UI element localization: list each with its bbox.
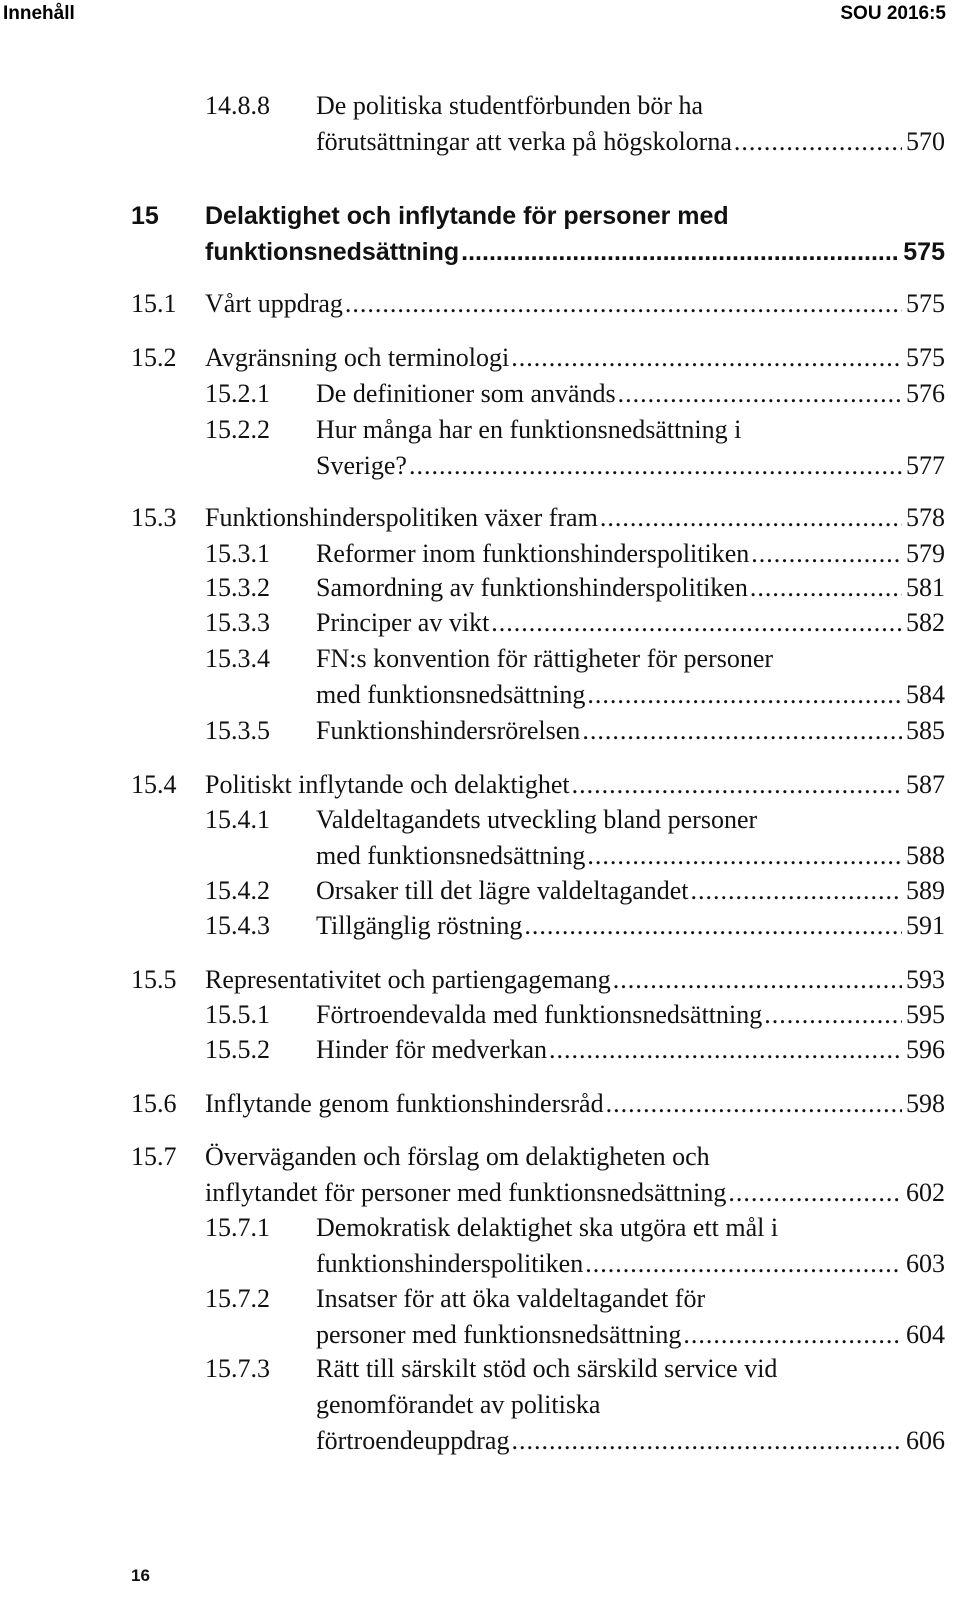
toc-entry-page: 579 [906,539,945,568]
toc-entry-title-line: förutsättningar att verka på högskolorna [316,127,732,156]
toc-entry-title-line: Funktionshindersrörelsen [316,716,581,745]
toc-entry-number: 15.3 [131,503,177,532]
toc-entry-page: 604 [906,1320,945,1349]
toc-entry-page: 576 [906,379,945,408]
toc-entry-number: 15.5.2 [205,1035,270,1064]
toc-entry[interactable] [131,767,945,803]
toc-entry-page: 588 [906,841,945,870]
toc-entry-number: 15.3.2 [205,573,270,602]
toc-entry[interactable] [205,997,945,1033]
toc-entry[interactable] [205,641,945,713]
toc-entry[interactable] [205,713,945,749]
dot-leader [728,1175,902,1211]
toc-entry[interactable] [205,88,945,160]
running-header-report-id: SOU 2016:5 [840,3,946,24]
toc-entry-title-line: Orsaker till det lägre valdeltagandet [316,876,689,905]
toc-entry-page: 582 [906,608,945,637]
toc-entry-title-line: Hinder för medverkan [316,1035,548,1064]
toc-entry[interactable] [131,340,945,376]
toc-entry[interactable] [131,286,945,322]
toc-entry-number: 15 [131,202,159,230]
toc-entry-number: 15.2.2 [205,415,270,444]
toc-entry-page: 570 [906,127,945,156]
toc-entry-title-line: med funktionsnedsättning [316,841,586,870]
toc-entry[interactable] [205,1281,945,1353]
toc-entry-title-line: Tillgänglig röstning [316,911,523,940]
toc-entry-title-line: Sverige? [316,451,407,480]
toc-entry-title-line: Funktionshinderspolitiken växer fram [205,503,598,532]
toc-entry-title-line: De politiska studentförbunden bör ha [316,91,704,120]
toc-entry-number: 15.3.1 [205,539,270,568]
toc-entry[interactable] [205,570,945,606]
dot-leader [345,286,902,322]
toc-entry-number: 15.4.3 [205,911,270,940]
toc-entry[interactable] [205,802,945,874]
running-header-section: Innehåll [3,3,75,24]
toc-entry-number: 15.1 [131,289,177,318]
toc-entry-number: 15.5.1 [205,1000,270,1029]
toc-entry-title-line: Valdeltagandets utveckling bland personer [316,805,758,834]
toc-entry-page: 595 [906,1000,945,1029]
toc-entry-title-line: Politiskt inflytande och delaktighet [205,770,570,799]
toc-entry-page: 603 [906,1249,945,1278]
toc-entry-title-line: personer med funktionsnedsättning [316,1320,682,1349]
toc-entry-title-line: Förtroendevalda med funktionsnedsättning [316,1000,763,1029]
toc-entry-number: 15.7.3 [205,1354,270,1383]
toc-entry-title-line: Reformer inom funktionshinderspolitiken [316,539,750,568]
toc-entry-title-line: Avgränsning och terminologi [205,343,510,372]
toc-entry-page: 575 [906,289,945,318]
toc-entry[interactable] [205,605,945,641]
toc-entry-page: 581 [906,573,945,602]
toc-entry-title-line: funktionshinderspolitiken [316,1249,584,1278]
toc-entry-title-line: Rätt till särskilt stöd och särskild service vid [316,1354,778,1383]
toc-entry-number: 15.4 [131,770,177,799]
dot-leader [750,570,902,606]
dot-leader [618,376,902,412]
dot-leader [600,500,902,536]
toc-entry[interactable] [131,500,945,536]
dot-leader [409,448,902,484]
toc-entry-number: 14.8.8 [205,91,270,120]
toc-entry[interactable] [131,198,945,270]
toc-entry-number: 15.7.2 [205,1284,270,1313]
toc-entry[interactable] [205,908,945,944]
toc-entry-title-line: Principer av vikt [316,608,490,637]
toc-entry-page: 584 [906,680,945,709]
dot-leader [582,713,902,749]
toc-entry-title-line: Representativitet och partiengagemang [205,965,611,994]
toc-entry-page: 606 [906,1426,945,1455]
toc-entry[interactable] [205,1351,945,1459]
dot-leader [734,124,902,160]
toc-entry-page: 602 [906,1178,945,1207]
toc-entry[interactable] [205,536,945,572]
dot-leader [585,1246,902,1282]
dot-leader [613,962,902,998]
toc-entry-page: 589 [906,876,945,905]
toc-entry-title-line: FN:s konvention för rättigheter för personer [316,644,774,673]
toc-entry-title-line: Vårt uppdrag [205,289,343,318]
toc-entry[interactable] [205,376,945,412]
dot-leader [572,767,902,803]
toc-entry-page: 591 [906,911,945,940]
dot-leader [549,1032,902,1068]
toc-entry[interactable] [205,1210,945,1282]
dot-leader [751,536,902,572]
toc-entry[interactable] [131,1139,945,1211]
toc-entry-page: 593 [906,965,945,994]
dot-leader [683,1317,902,1353]
toc-entry-title-line: De definitioner som används [316,379,616,408]
toc-entry-number: 15.7 [131,1142,177,1171]
toc-entry[interactable] [205,1032,945,1068]
toc-entry-number: 15.4.2 [205,876,270,905]
toc-entry-number: 15.3.3 [205,608,270,637]
toc-entry-page: 575 [906,343,945,372]
toc-entry[interactable] [131,1086,945,1122]
toc-entry[interactable] [131,962,945,998]
toc-entry-page: 585 [906,716,945,745]
toc-entry-title-line: Insatser för att öka valdeltagandet för [316,1284,706,1313]
toc-entry-page: 587 [906,770,945,799]
toc-entry-number: 15.2.1 [205,379,270,408]
dot-leader [461,234,899,270]
toc-entry-title-line: Samordning av funktionshinderspolitiken [316,573,748,602]
toc-entry-title-line: förtroendeuppdrag [316,1426,510,1455]
toc-entry-title-line: med funktionsnedsättning [316,680,586,709]
toc-entry-page: 596 [906,1035,945,1064]
toc-entry-title-line: Delaktighet och inflytande för personer med [205,202,729,230]
dot-leader [511,1423,902,1459]
toc-entry-title-line: Överväganden och förslag om delaktigheten och [205,1142,710,1171]
toc-entry-title-line: genomförandet av politiska [316,1390,601,1419]
toc-entry-number: 15.2 [131,343,177,372]
toc-entry-title-line: Demokratisk delaktighet ska utgöra ett mål i [316,1213,779,1242]
toc-entry-title-line: Hur många har en funktionsnedsättning i [316,415,742,444]
toc-entry-page: 578 [906,503,945,532]
dot-leader [691,873,902,909]
toc-entry-number: 15.5 [131,965,177,994]
toc-entry[interactable] [205,412,945,484]
page-number: 16 [131,1566,150,1585]
dot-leader [606,1086,902,1122]
toc-entry-page: 575 [903,238,945,266]
toc-entry[interactable] [205,873,945,909]
toc-entry-number: 15.7.1 [205,1213,270,1242]
dot-leader [511,340,902,376]
toc-entry-number: 15.4.1 [205,805,270,834]
toc-entry-title-line: inflytandet för personer med funktionsnedsättning [205,1178,727,1207]
dot-leader [587,677,902,713]
dot-leader [524,908,902,944]
toc-entry-number: 15.3.5 [205,716,270,745]
toc-entry-title-line: funktionsnedsättning [205,238,460,266]
toc-entry-title-line: Inflytande genom funktionshindersråd [205,1089,604,1118]
dot-leader [587,838,902,874]
toc-entry-number: 15.3.4 [205,644,270,673]
dot-leader [764,997,902,1033]
dot-leader [491,605,902,641]
toc-entry-page: 598 [906,1089,945,1118]
toc-entry-page: 577 [906,451,945,480]
toc-entry-number: 15.6 [131,1089,177,1118]
